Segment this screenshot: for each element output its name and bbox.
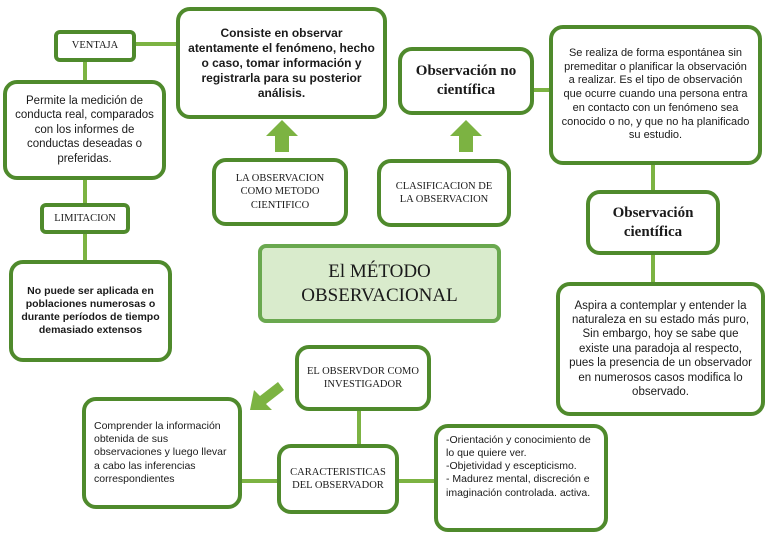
metodo-cientifico-label: LA OBSERVACION COMO METODO CIENTIFICO xyxy=(212,158,348,226)
connector-caract-left xyxy=(241,479,279,483)
diagonal-arrow-icon xyxy=(248,380,286,414)
limitacion-label: LIMITACION xyxy=(40,203,130,234)
up-arrow-icon xyxy=(264,118,300,154)
connector-no-cientifica-h xyxy=(532,88,550,92)
ventaja-label: VENTAJA xyxy=(54,30,136,62)
investigador-label: EL OBSERVDOR COMO INVESTIGADOR xyxy=(295,345,431,411)
connector-caract-right xyxy=(398,479,436,483)
ventaja-text: Permite la medición de conducta real, comparados con los informes de conductas deseadas o preferidas. xyxy=(3,80,166,180)
no-cientifica-text: Se realiza de forma espontánea sin premeditar o planificar la observación a realizar. Es el tipo de observación que ocurre cuando una persona entra en contacto con un fenómeno sea conocido o no, y que no ha planificado su estudio. xyxy=(549,25,762,165)
list-item: -Objetividad y escepticismo. xyxy=(446,460,577,473)
cientifica-text: Aspira a contemplar y entender la naturaleza en su estado más puro, Sin embargo, hoy se sabe que existe una paradoja al respecto, pues la presencia de un observador en numerosos casos modifica lo observado. xyxy=(556,282,765,416)
connector-no-cientifica-v xyxy=(651,162,655,192)
connector-limitacion-text xyxy=(83,231,87,261)
investigador-text: Comprender la información obtenida de sus observaciones y luego llevar a cabo las inferencias correspondientes xyxy=(82,397,242,509)
cientifica-title: Observación científica xyxy=(586,190,720,255)
clasificacion-label: CLASIFICACION DE LA OBSERVACION xyxy=(377,159,511,227)
no-cientifica-title: Observación no científica xyxy=(398,47,534,115)
connector-conducta-limitacion xyxy=(83,178,87,204)
list-item: - Madurez mental, discreción e imaginación controlada. activa. xyxy=(446,473,591,499)
caracteristicas-label: CARACTERISTICAS DEL OBSERVADOR xyxy=(277,444,399,514)
connector-investigador-caract xyxy=(357,408,361,446)
metodo-cientifico-text: Consiste en observar atentamente el fenómeno, hecho o caso, tomar información y registrarla para su posterior análisis. xyxy=(176,7,387,119)
caracteristicas-list xyxy=(434,424,608,532)
up-arrow-icon xyxy=(448,118,484,154)
connector-ventaja-h xyxy=(134,42,180,46)
connector-cientifica-v xyxy=(651,253,655,283)
list-item: -Orientación y conocimiento de lo que quiere ver. xyxy=(446,434,591,460)
limitacion-text: No puede ser aplicada en poblaciones numerosas o durante períodos de tiempo demasiado extensos xyxy=(9,260,172,362)
main-title: El MÉTODO OBSERVACIONAL xyxy=(258,244,501,323)
